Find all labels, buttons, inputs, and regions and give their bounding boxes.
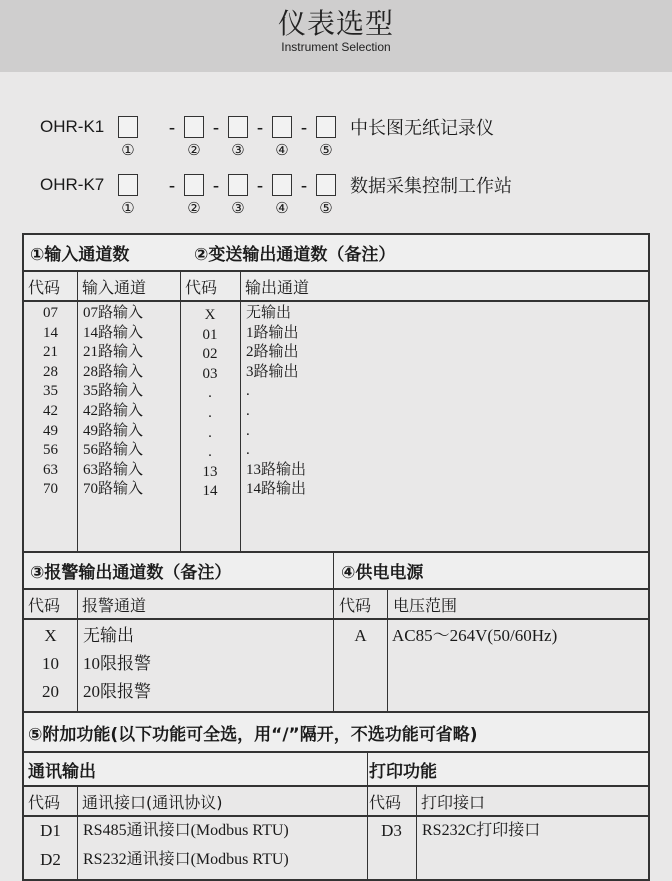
selection-box — [228, 116, 248, 138]
dash-separator: - — [213, 116, 219, 137]
input-code: 70 — [43, 481, 58, 498]
output-channel: 13路输出 — [246, 461, 307, 478]
output-channel: . — [246, 422, 250, 439]
input-code: 56 — [43, 442, 58, 459]
output-channel: 1路输出 — [246, 324, 299, 341]
page-title: 仪表选型 — [277, 7, 394, 40]
output-code: 13 — [202, 463, 218, 480]
output-code: X — [204, 307, 216, 323]
selection-box — [184, 116, 204, 138]
model-code: OHR-K7 — [40, 175, 105, 194]
selection-box — [118, 174, 138, 196]
section-5-title: ⑤附加功能(以下功能可全选，用“/”隔开，不选功能可省略) — [28, 724, 478, 745]
input-channel: 21路输入 — [83, 344, 144, 361]
alarm-power-table — [22, 551, 650, 713]
selection-box — [118, 116, 138, 138]
model-description: 数据采集控制工作站 — [350, 176, 512, 197]
selection-box — [228, 174, 248, 196]
print-function-title: 打印功能 — [369, 761, 437, 782]
output-code: . — [208, 424, 212, 441]
output-code: . — [208, 444, 212, 461]
dash-separator: - — [213, 174, 219, 195]
position-numbers — [40, 141, 360, 161]
print-interface: RS232C打印接口 — [422, 822, 541, 839]
position-number: ⑤ — [319, 201, 333, 217]
dash-separator: - — [169, 116, 175, 137]
output-code: 14 — [202, 483, 218, 500]
position-number: ② — [187, 143, 201, 159]
dash-separator: - — [301, 116, 307, 137]
alarm-code: X — [44, 626, 57, 645]
output-channel: 无输出 — [246, 305, 292, 321]
comm-code: D1 — [40, 821, 61, 840]
divider — [416, 787, 417, 879]
col-voltage-range: 电压范围 — [393, 595, 458, 615]
divider — [77, 590, 78, 711]
output-code: . — [208, 385, 212, 402]
col-input-channel: 输入通道 — [82, 277, 147, 297]
col-code: 代码 — [28, 277, 61, 297]
col-code: 代码 — [369, 792, 402, 812]
divider — [240, 272, 241, 551]
col-code: 代码 — [28, 792, 61, 812]
comm-output-title: 通讯输出 — [28, 761, 96, 782]
position-number: ② — [187, 201, 201, 217]
divider — [77, 272, 78, 551]
comm-interface: RS485通讯接口(Modbus RTU) — [83, 822, 289, 839]
column-header-row — [24, 590, 648, 620]
input-code: 42 — [43, 403, 58, 419]
input-channel: 28路输入 — [83, 363, 144, 380]
section-title-row — [24, 713, 648, 753]
output-channel: 14路输出 — [246, 481, 307, 498]
output-code: . — [208, 405, 212, 421]
comm-interface: RS232通讯接口(Modbus RTU) — [83, 851, 289, 868]
selection-box — [272, 116, 292, 138]
input-code: 49 — [43, 422, 58, 439]
col-code: 代码 — [28, 595, 61, 615]
section-title-row — [24, 235, 648, 272]
input-channel: 70路输入 — [83, 481, 144, 498]
position-number: ① — [121, 143, 135, 159]
col-code: 代码 — [339, 595, 372, 615]
input-code: 63 — [43, 461, 58, 478]
section-3-title: ③报警输出通道数（备注） — [30, 563, 232, 583]
dash-separator: - — [169, 174, 175, 195]
print-code: D3 — [381, 821, 402, 840]
alarm-channel: 无输出 — [83, 626, 134, 645]
page-header — [0, 0, 672, 72]
output-code: 03 — [202, 365, 218, 382]
position-number: ③ — [231, 143, 245, 159]
column-header-row — [24, 272, 648, 302]
additional-functions-table — [22, 711, 650, 881]
input-output-table — [22, 233, 650, 553]
dash-separator: - — [257, 174, 263, 195]
col-alarm-channel: 报警通道 — [82, 595, 147, 615]
input-code: 14 — [43, 324, 58, 341]
output-channel: . — [246, 442, 250, 459]
divider — [367, 753, 368, 879]
dash-separator: - — [301, 174, 307, 195]
col-code-2: 代码 — [185, 277, 218, 297]
col-print-interface: 打印接口 — [421, 792, 486, 812]
page-subtitle: Instrument Selection — [281, 40, 391, 54]
alarm-channel: 10限报警 — [83, 654, 151, 673]
output-channel: 2路输出 — [246, 344, 299, 361]
section-title-row — [24, 553, 648, 590]
input-channel: 63路输入 — [83, 461, 144, 478]
input-code: 35 — [43, 383, 58, 400]
output-channel: 3路输出 — [246, 363, 299, 380]
col-comm-interface: 通讯接口(通讯协议) — [82, 792, 223, 812]
selection-box — [184, 174, 204, 196]
output-code: 01 — [202, 326, 218, 343]
column-header-row — [24, 787, 648, 817]
dash-separator: - — [257, 116, 263, 137]
model-code-row — [40, 112, 494, 142]
section-1-title: ①输入通道数 — [30, 245, 130, 265]
model-description: 中长图无纸记录仪 — [350, 118, 494, 139]
col-output-channel: 输出通道 — [245, 277, 310, 297]
section-4-title: ④供电电源 — [341, 563, 424, 583]
input-code: 21 — [43, 344, 58, 361]
model-code: OHR-K1 — [40, 117, 105, 136]
divider — [77, 787, 78, 879]
input-channel: 56路输入 — [83, 442, 144, 459]
section-2-title: ②变送输出通道数（备注） — [194, 245, 396, 265]
position-number: ④ — [275, 143, 289, 159]
input-channel: 49路输入 — [83, 422, 144, 439]
input-code: 28 — [43, 363, 58, 380]
output-channel: . — [246, 403, 250, 419]
input-code: 07 — [43, 305, 58, 321]
selection-box — [316, 116, 336, 138]
position-number: ④ — [275, 201, 289, 217]
power-code: A — [354, 626, 367, 645]
input-channel: 07路输入 — [83, 305, 144, 321]
alarm-code: 20 — [42, 682, 59, 701]
alarm-channel: 20限报警 — [83, 682, 151, 701]
position-number: ① — [121, 201, 135, 217]
position-numbers — [40, 199, 360, 219]
input-channel: 14路输入 — [83, 324, 144, 341]
output-channel: . — [246, 383, 250, 400]
input-channel: 35路输入 — [83, 383, 144, 400]
input-channel: 42路输入 — [83, 403, 144, 419]
selection-box — [272, 174, 292, 196]
position-number: ③ — [231, 201, 245, 217]
comm-code: D2 — [40, 850, 61, 869]
subsection-title-row — [24, 753, 648, 787]
selection-box — [316, 174, 336, 196]
divider — [387, 590, 388, 711]
model-code-row — [40, 170, 512, 200]
output-code: 02 — [202, 346, 218, 363]
voltage-range: AC85～264V(50/60Hz) — [392, 626, 558, 645]
position-number: ⑤ — [319, 143, 333, 159]
alarm-code: 10 — [42, 654, 59, 673]
